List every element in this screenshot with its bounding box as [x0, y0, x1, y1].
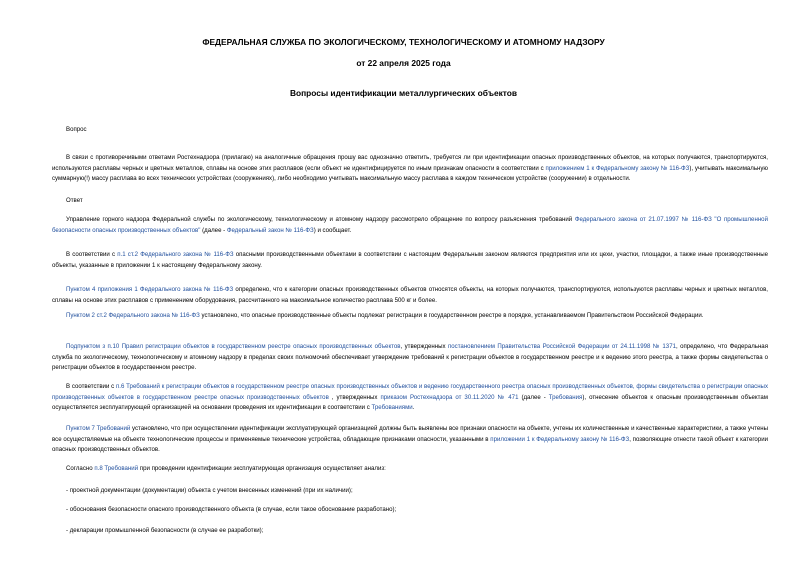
link-requirements-p6[interactable]: п.6 Требований к регистрации объектов в государственном реестре опасных производственных объектов и ведению государственного реестра опасных производственных объектов, формы свидетельства о регистрации опасных производственных объектов в государственном реестре опасных производственных объектов [52, 383, 768, 401]
text: (далее - [200, 226, 227, 234]
text: установлено, что при осуществлении идентификации эксплуатирующей организацией должны быть выявлены все признаки опасности на объекте, учтены их количественные и качественные характеристики, а также учтены все осуществляемые на объекте технологические процессы и применяемые технические устройства, обладающие признаками опасности, указанными в [52, 425, 768, 443]
list-item-text: - проектной документации (документации) объекта с учетом внесенных изменений (при их наличии); [66, 487, 353, 494]
list-item [52, 505, 768, 516]
text: . [412, 404, 415, 412]
text: В связи с противоречивыми ответами Ростехнадзора (прилагаю) на аналогичные обращения прошу вас однозначно ответить, требуется ли при идентификации опасных производственных объектов, на которых получаются, транспортируются, используются расплавы черных и цветных металлов, сплавы на основе этих расплавов (если объект не идентифицируется по иным признакам опасности в соответствии с [52, 154, 768, 172]
text: при проведении идентификации эксплуатирующая организация осуществляет анализ: [138, 465, 386, 472]
text: , позволяющие отнести такой объект к категории опасных производственных объектов. [52, 435, 769, 454]
link-federal-law-short[interactable]: Федеральный закон № 116-ФЗ [226, 226, 314, 234]
question-paragraph [52, 153, 768, 185]
text: Согласно [66, 465, 95, 472]
link-requirements-p8[interactable]: п.8 Требований [94, 465, 139, 472]
document-title: Вопросы идентификации металлургических объектов [289, 88, 518, 98]
answer-paragraph-8 [52, 464, 768, 475]
list-item-text: - обоснования безопасности опасного производственного объекта (в случае, если такое обоснование разработано); [66, 506, 397, 513]
text: В соответствии с [66, 251, 118, 258]
text: (далее - [518, 393, 549, 401]
question-label: Вопрос [66, 126, 87, 133]
text: ), учитывать максимальную суммарную(!) массу расплава во всех технических устройствах (сооружениях), либо необходимо учитывать максимальную массу расплава в каждом техническом устройстве (сооружении) в отдельности. [52, 164, 769, 183]
answer-paragraph-4 [52, 311, 768, 322]
answer-label: Ответ [66, 197, 83, 204]
link-appendix-1[interactable]: приложением 1 к Федеральному закону № 116-ФЗ [545, 164, 690, 172]
text: ), отнесение объектов к опасным производственным объектам осуществляется эксплуатирующей организацией на основании проведения их идентификации в соответствии с [52, 393, 768, 412]
text: , утвержденных [328, 393, 381, 401]
text: установлено, что опасные производственные объекты подлежат регистрации в государственном реестре в порядке, устанавливаемом Правительством Российской Федерации. [199, 312, 704, 319]
link-appendix-1-law[interactable]: приложении 1 к Федеральному закону № 116-ФЗ [490, 435, 630, 443]
text: ) и сообщает. [313, 226, 352, 234]
answer-paragraph-7 [52, 424, 768, 456]
link-appendix-point-4[interactable]: Пунктом 4 приложения 1 Федерального закона № 116-ФЗ [66, 286, 234, 293]
link-government-decree[interactable]: постановлением Правительства Российской Федерации от 24.11.1998 № 1371 [447, 343, 676, 350]
list-item [52, 526, 768, 537]
link-p2-st2[interactable]: Пунктом 2 ст.2 Федерального закона № 116-ФЗ [66, 312, 200, 319]
text: , определено, что Федеральная служба по экологическому, технологическому и атомному надзору в пределах своих полномочий обеспечивает утверждение требований к регистрации объектов в государственном реестре и к ведению этого реестра, а также формы свидетельства о регистрации объектов в государственном реестре. [52, 343, 768, 372]
link-p1-st2[interactable]: п.1 ст.2 Федерального закона № 116-ФЗ [117, 251, 234, 258]
link-requirements-2[interactable]: Требованиями [371, 404, 413, 412]
text: , утвержденных [400, 343, 448, 350]
answer-paragraph-6 [52, 382, 768, 414]
link-federal-law-116[interactable]: Федерального закона от 21.07.1997 № 116-ФЗ "О промышленной безопасности опасных производственных объектов" [52, 216, 768, 234]
answer-paragraph-2 [52, 250, 768, 271]
answer-paragraph-5 [52, 342, 768, 374]
text: Управление горного надзора Федеральной службы по экологическому, технологическому и атомному надзору рассмотрело обращение по вопросу разъяснения требований [66, 216, 575, 223]
link-requirements[interactable]: Требования [548, 393, 583, 401]
text: опасными производственными объектами в соответствии с настоящим Федеральным законом являются предприятия или их цехи, участки, площадки, а также иные производственные объекты, указанные в приложении 1 к настоящему Федеральному закону. [52, 251, 769, 269]
text: определено, что к категории опасных производственных объектов относятся объекты, на которых получаются, транспортируются, используются расплавы черных и цветных металлов, сплавы на основе этих расплавов с применением оборудования, рассчитанного на максимальное количество расплава 500 кг и более. [52, 286, 768, 304]
text: В соответствии с [66, 383, 116, 390]
document-date: от 22 апреля 2025 года [356, 58, 451, 68]
link-registration-rules[interactable]: Подпунктом з п.10 Правил регистрации объектов в государственном реестре опасных производственных объектов [66, 343, 401, 350]
link-order-471[interactable]: приказом Ростехнадзора от 30.11.2020 № 471 [380, 393, 519, 401]
answer-paragraph-3 [52, 285, 768, 306]
answer-paragraph-1 [52, 215, 768, 236]
list-item-text: - декларации промышленной безопасности (в случае ее разработки); [66, 527, 264, 534]
list-item [52, 486, 768, 497]
link-requirements-p7[interactable]: Пунктом 7 Требований [66, 425, 131, 432]
org-header: ФЕДЕРАЛЬНАЯ СЛУЖБА ПО ЭКОЛОГИЧЕСКОМУ, ТЕХНОЛОГИЧЕСКОМУ И АТОМНОМУ НАДЗОРУ [202, 37, 605, 47]
